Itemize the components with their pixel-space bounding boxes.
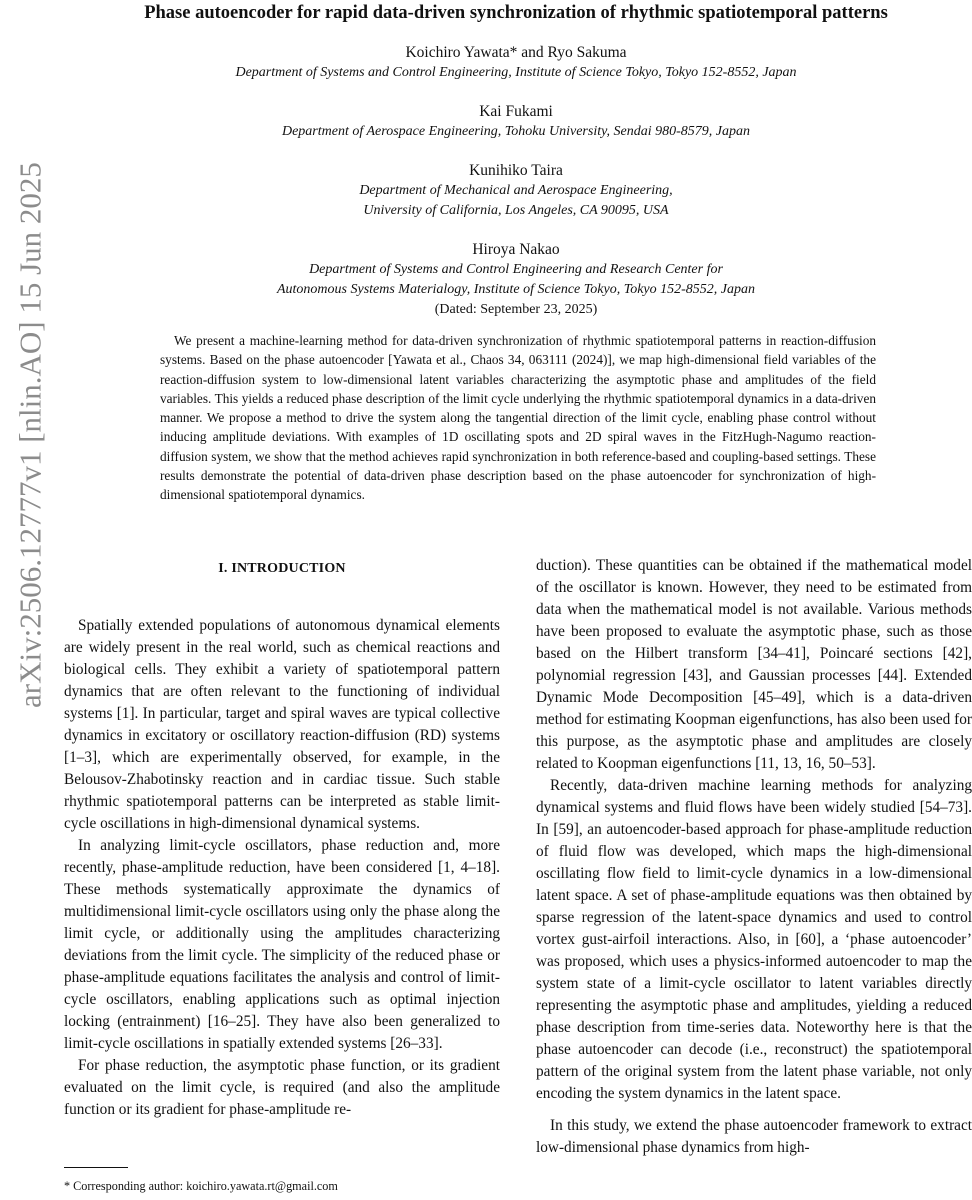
affiliation: Autonomous Systems Materialogy, Institute of Science Tokyo, Tokyo 152-8552, Japan bbox=[276, 282, 755, 297]
author-line: Koichiro Yawata* and Ryo Sakuma bbox=[405, 44, 627, 61]
paragraph: In this study, we extend the phase autoencoder framework to extract low-dimensional phase dynamics from high- bbox=[536, 1117, 972, 1156]
affiliation: Department of Mechanical and Aerospace Engineering, bbox=[359, 183, 673, 198]
section-heading: I. INTRODUCTION bbox=[218, 561, 346, 576]
paragraph: Recently, data-driven machine learning methods for analyzing dynamical systems and fluid flows have been widely studied [54–73]. In [59], an autoencoder-based approach for phase-amplitude reduction of fluid flow was developed, which maps the high-dimensional oscillating flow field to limit-cycle dynamics in a low-dimensional latent space. A set of phase-amplitude equations was then obtained by sparse regression of the latent-space dynamics and used to control vortex gust-airfoil interactions. Also, in [60], a ‘phase autoencoder’ was proposed, which uses a physics-informed autoencoder to map the system state of a limit-cycle oscillator to latent variables directly representing the asymptotic phase and amplitudes, yielding a reduced phase description from time-series data. Noteworthy here is that the phase autoencoder can decode (i.e., reconstruct) the spatiotemporal pattern of the original system from the latent phase variable, not only encoding the system dynamics in the latent space. bbox=[536, 777, 972, 1102]
date-line: (Dated: September 23, 2025) bbox=[434, 302, 598, 317]
paper-title: Phase autoencoder for rapid data-driven synchronization of rhythmic spatiotemporal patterns bbox=[144, 3, 888, 23]
arxiv-identifier: arXiv:2506.12777v1 [nlin.AO] 15 Jun 2025 bbox=[12, 162, 48, 708]
affiliation: Department of Systems and Control Engineering, Institute of Science Tokyo, Tokyo 152-8552, Japan bbox=[235, 65, 797, 80]
abstract: We present a machine-learning method for data-driven synchronization of rhythmic spatiotemporal patterns in reaction-diffusion systems. Based on the phase autoencoder [Yawata et al., Chaos 34, 063111 (2024)], we map high-dimensional field variables of the reaction-diffusion system to low-dimensional latent variables characterizing the asymptotic phase and amplitudes of the field variables. This yields a reduced phase description of the limit cycle underlying the rhythmic spatiotemporal dynamics in a data-driven manner. We propose a method to drive the system along the tangential direction of the limit cycle, enabling phase control without inducing amplitude deviations. With examples of 1D oscillating spots and 2D spiral waves in the FitzHugh-Nagumo reaction-diffusion system, we show that the method achieves rapid synchronization in both reference-based and coupling-based settings. These results demonstrate the potential of data-driven phase description based on the phase autoencoder for synchronization of high-dimensional spatiotemporal dynamics. bbox=[160, 333, 876, 503]
affiliation: University of California, Los Angeles, CA 90095, USA bbox=[363, 203, 669, 218]
left-column bbox=[64, 555, 500, 1121]
paragraph: In analyzing limit-cycle oscillators, phase reduction and, more recently, phase-amplitude reduction, have been considered [1, 4–18]. These methods systematically approximate the dynamics of multidimensional limit-cycle oscillators using only the phase along the limit cycle, or additionally using the amplitudes characterizing deviations from the limit cycle. The simplicity of the reduced phase or phase-amplitude equations facilitates the analysis and control of limit-cycle oscillators, enabling applications such as optimal injection locking (entrainment) [16–25]. They have also been generalized to limit-cycle oscillations in spatially extended systems [26–33]. bbox=[64, 837, 500, 1052]
author-line: Hiroya Nakao bbox=[472, 241, 560, 258]
paragraph: duction). These quantities can be obtained if the mathematical model of the oscillator is known. However, they need to be estimated from data when the mathematical model is not available. Various methods have been proposed to evaluate the asymptotic phase, such as those based on the Hilbert transform [34–41], Poincaré sections [42], polynomial regression [43], and Gaussian processes [44]. Extended Dynamic Mode Decomposition [45–49], which is a data-driven method for estimating Koopman eigenfunctions, has also been used for this purpose, as the asymptotic phase and amplitudes are closely related to Koopman eigenfunctions [11, 13, 16, 50–53]. bbox=[536, 557, 972, 772]
paper-header bbox=[60, 0, 972, 320]
paragraph: Spatially extended populations of autonomous dynamical elements are widely present in the real world, such as chemical reactions and biological cells. They exhibit a variety of spatiotemporal pattern dynamics that are often relevant to the functioning of individual systems [1]. In particular, target and spiral waves are typical collective dynamics in excitatory or oscillatory reaction-diffusion (RD) systems [1–3], which are experimentally observed, for example, in the Belousov-Zhabotinsky reaction and in cardiac tissue. Such stable rhythmic spatiotemporal patterns can be interpreted as stable limit-cycle oscillations in high-dimensional dynamical systems. bbox=[64, 617, 500, 832]
paragraph: For phase reduction, the asymptotic phase function, or its gradient evaluated on the limit cycle, is required (and also the amplitude function or its gradient for phase-amplitude re- bbox=[64, 1057, 500, 1118]
right-column bbox=[536, 555, 972, 1159]
footnote: * Corresponding author: koichiro.yawata.rt@gmail.com bbox=[64, 1179, 338, 1193]
footnote-rule bbox=[64, 1167, 128, 1168]
affiliation: Department of Aerospace Engineering, Tohoku University, Sendai 980-8579, Japan bbox=[281, 124, 751, 139]
author-line: Kunihiko Taira bbox=[469, 162, 563, 179]
affiliation: Department of Systems and Control Engineering and Research Center for bbox=[309, 262, 723, 277]
author-line: Kai Fukami bbox=[479, 103, 553, 120]
